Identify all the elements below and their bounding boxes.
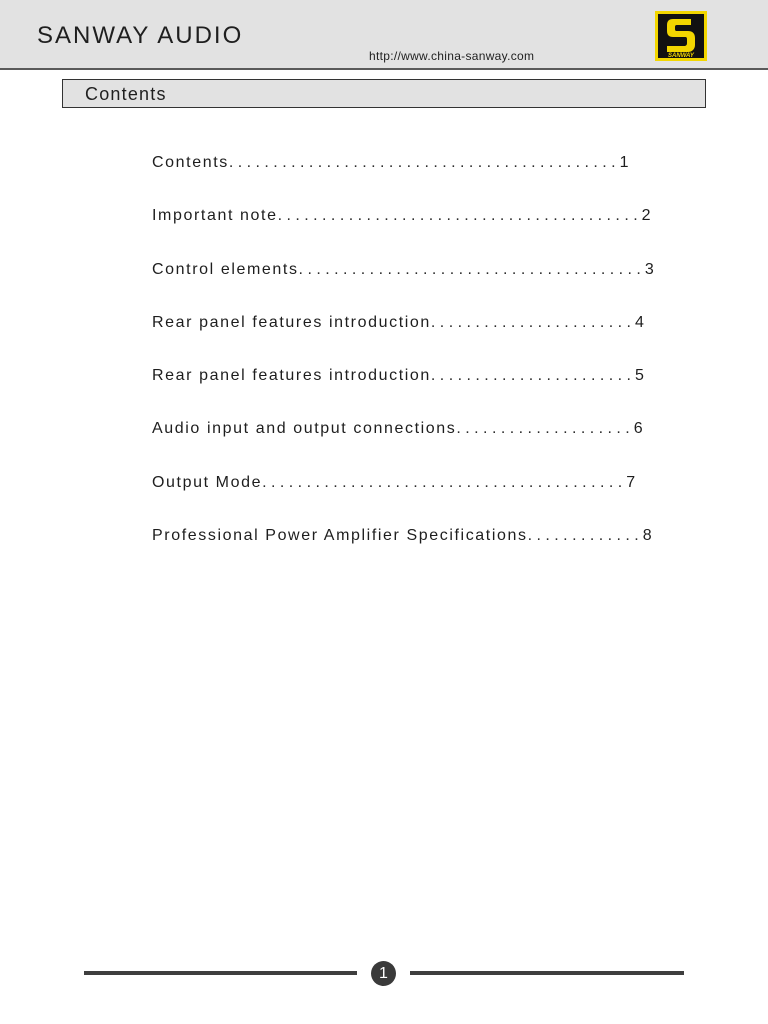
page-number-badge: 1 xyxy=(371,961,396,986)
toc-entry-label: Rear panel features introduction xyxy=(152,367,431,385)
toc-entry-page: 5 xyxy=(634,367,646,385)
toc-entry-label: Contents xyxy=(152,154,229,171)
toc-entry-line xyxy=(152,152,630,174)
brand-name: SANWAY AUDIO xyxy=(37,22,244,49)
toc-entry-label: Control elements xyxy=(152,260,299,278)
toc-entry-line xyxy=(152,205,652,227)
toc-entry-leader: . . . . . . . . . . . . . . . . . . . . . . . xyxy=(430,367,631,385)
toc-entry-page: 7 xyxy=(626,473,637,491)
toc-entry-page: 6 xyxy=(633,420,645,438)
toc-entry-line xyxy=(152,525,653,547)
toc-entry-leader: . . . . . . . . . . . . . . . . . . . . . . . . . . . . . . . . . . . . . . . . . . . . xyxy=(228,154,616,171)
toc-entry xyxy=(152,152,668,205)
toc-entry xyxy=(152,312,668,365)
toc-entry-label: Audio input and output connections xyxy=(152,420,457,438)
toc-entry-leader: . . . . . . . . . . . . . . . . . . . . . . . . . . . . . . . . . . . . . . . xyxy=(298,260,641,278)
footer-rule-left xyxy=(84,971,357,975)
svg-text:SANWAY: SANWAY xyxy=(668,53,694,59)
toc-entry-page: 3 xyxy=(644,260,656,278)
footer-rule-right xyxy=(410,971,684,975)
toc-entry-label: Professional Power Amplifier Specifications xyxy=(152,527,528,545)
toc-entry-line xyxy=(152,472,637,494)
page-header xyxy=(0,0,768,70)
toc-entry-leader: . . . . . . . . . . . . . . . . . . . . xyxy=(456,420,630,438)
toc-entry xyxy=(152,418,668,471)
toc-entry-leader: . . . . . . . . . . . . . . . . . . . . . . . xyxy=(430,313,631,331)
toc-entry xyxy=(152,365,668,418)
toc-entry-leader: . . . . . . . . . . . . . . . . . . . . . . . . . . . . . . . . . . . . . . . . . xyxy=(262,473,623,491)
sanway-logo-icon xyxy=(655,11,707,61)
website-url: http://www.china-sanway.com xyxy=(369,49,535,63)
table-of-contents xyxy=(152,152,668,578)
toc-entry-line xyxy=(152,418,644,440)
toc-entry-line xyxy=(152,365,645,387)
toc-entry-label: Output Mode xyxy=(152,473,263,491)
toc-entry-page: 4 xyxy=(634,313,646,331)
toc-entry-line xyxy=(152,312,645,334)
toc-entry xyxy=(152,259,668,312)
toc-entry-label: Important note xyxy=(152,207,278,225)
toc-entry-leader: . . . . . . . . . . . . . xyxy=(527,527,639,545)
section-title: Contents xyxy=(85,84,167,104)
toc-entry-page: 2 xyxy=(641,207,653,225)
toc-entry xyxy=(152,472,668,525)
toc-entry xyxy=(152,525,668,578)
toc-entry xyxy=(152,205,668,258)
toc-entry-page: 8 xyxy=(642,527,654,545)
toc-entry-line xyxy=(152,259,655,281)
section-heading-box xyxy=(62,79,706,108)
toc-entry-label: Rear panel features introduction xyxy=(152,313,431,331)
toc-entry-page: 1 xyxy=(619,154,631,171)
toc-entry-leader: . . . . . . . . . . . . . . . . . . . . . . . . . . . . . . . . . . . . . . . . . xyxy=(277,207,638,225)
